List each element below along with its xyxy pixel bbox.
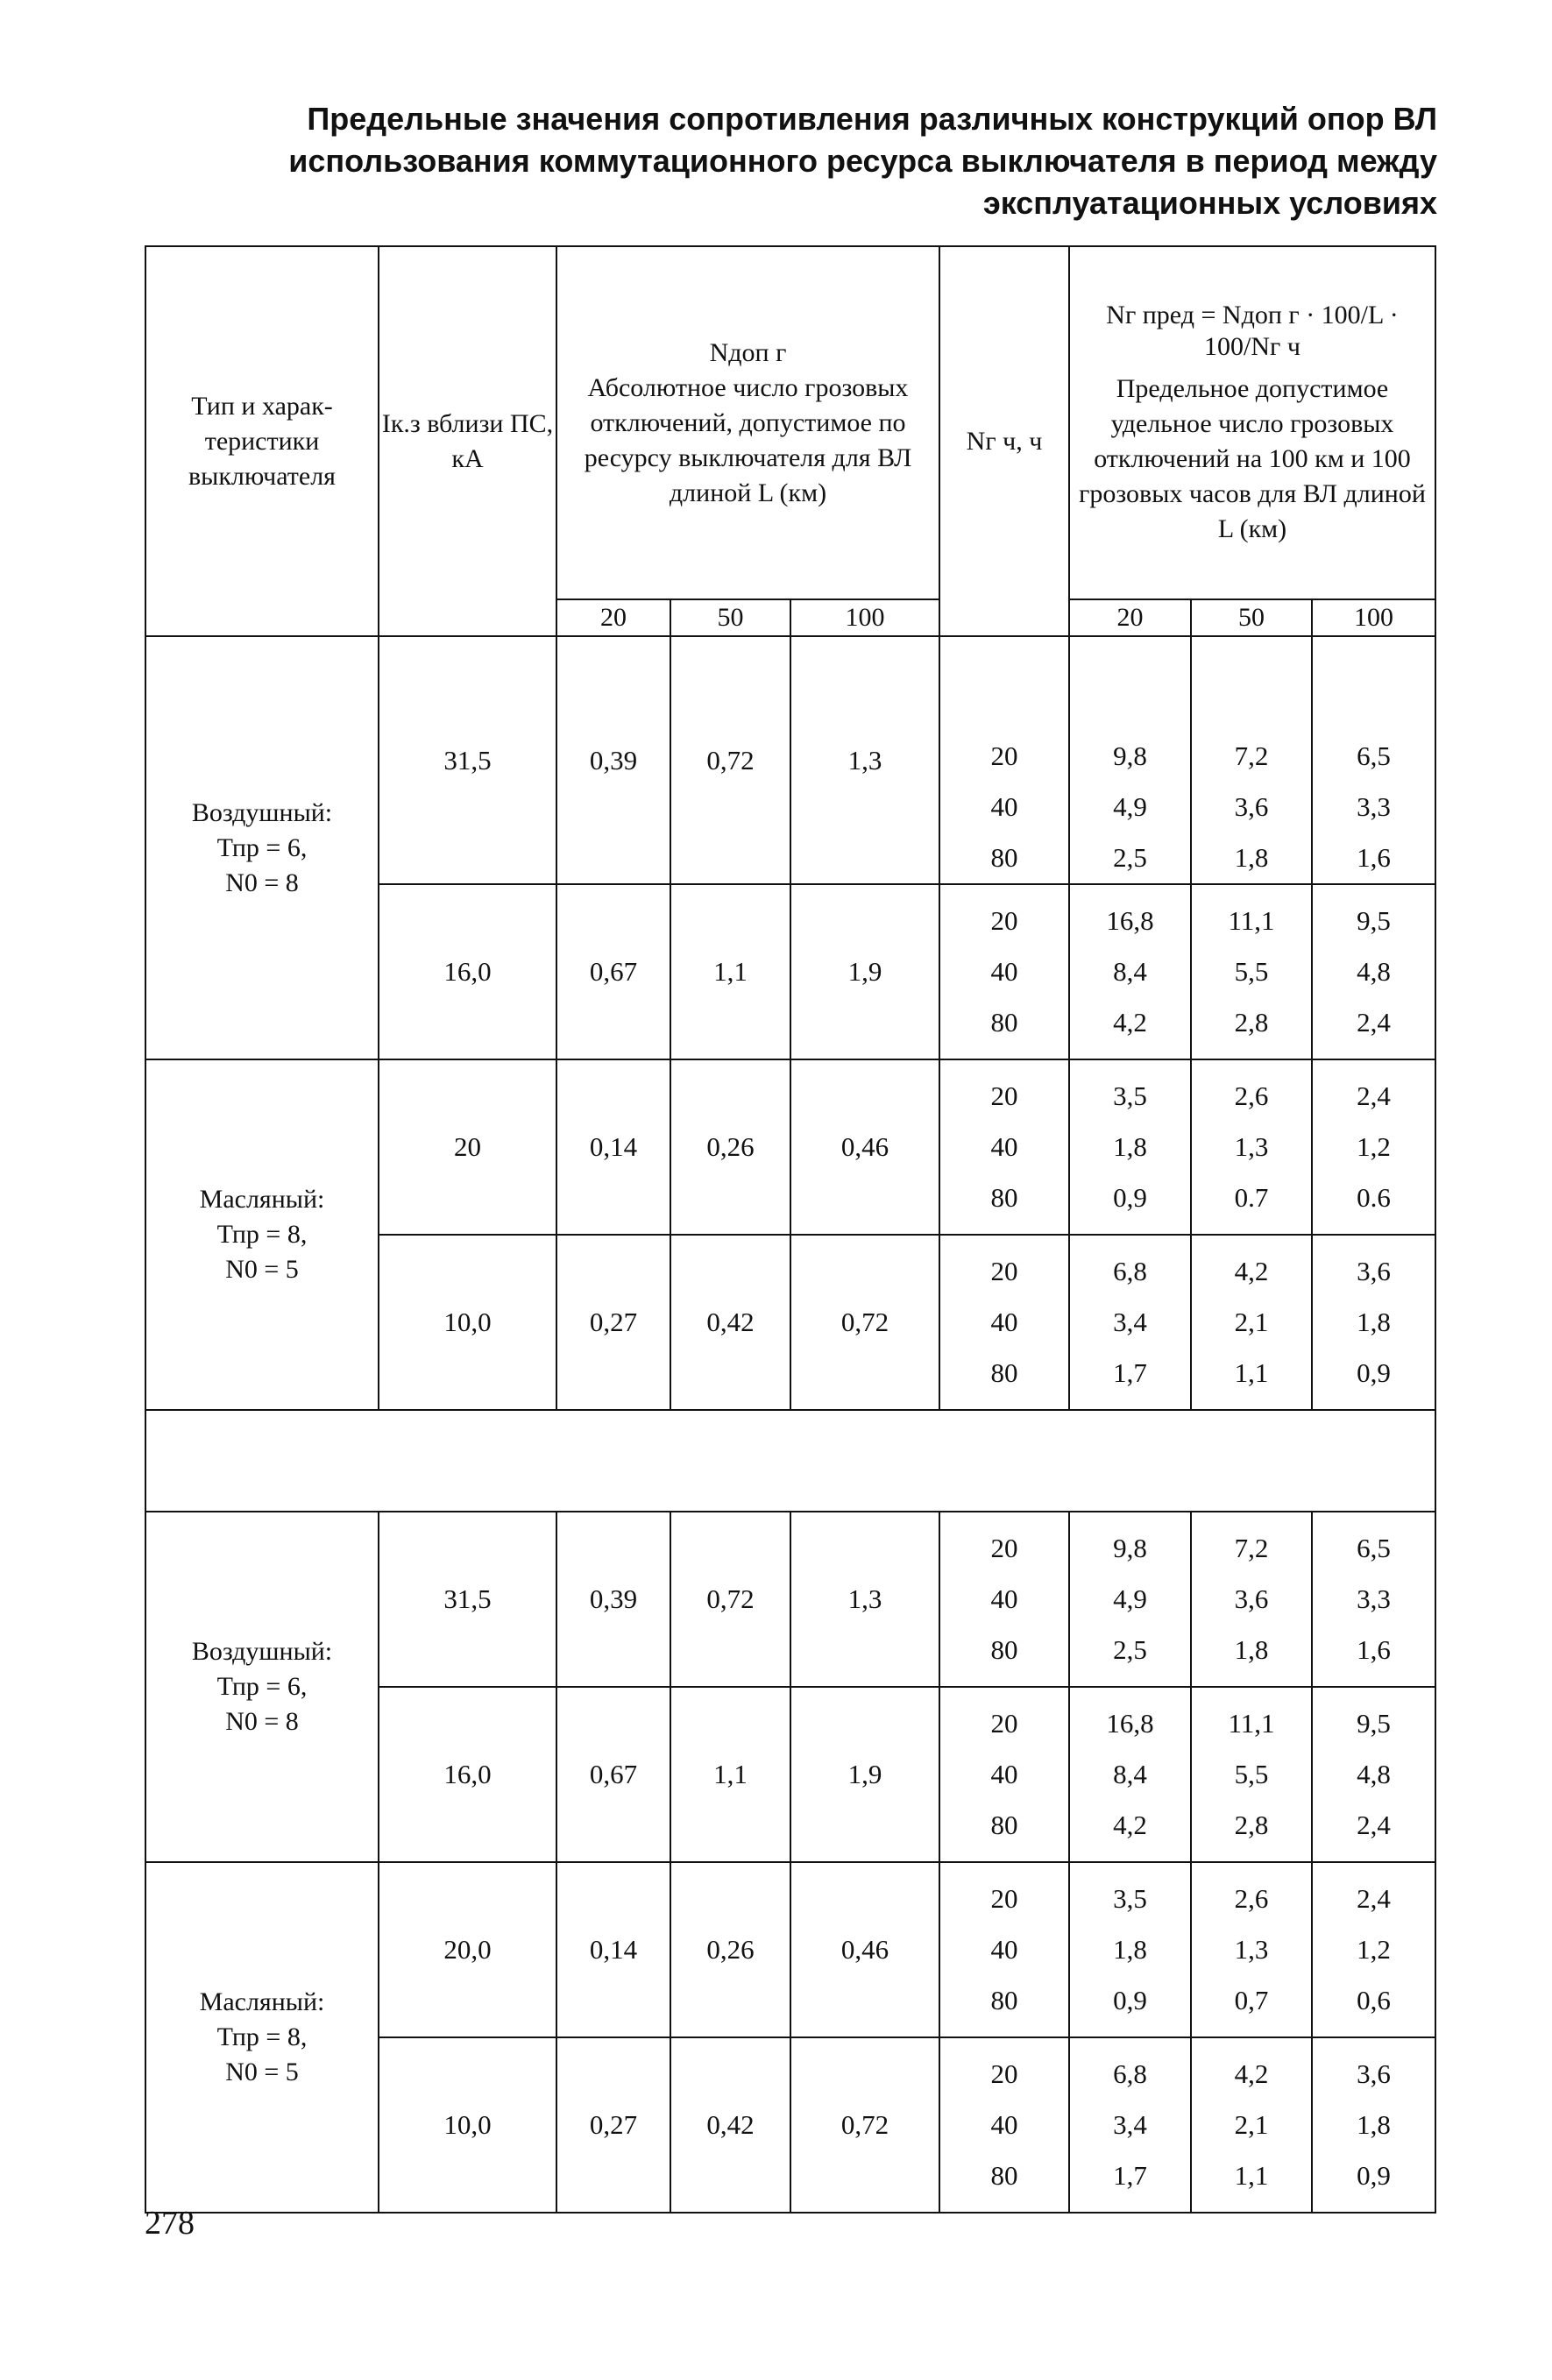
ngch-value-1: 40: [990, 956, 1018, 987]
npred-value-2: 2,5: [1113, 1634, 1147, 1665]
npred-value-2: 2,8: [1234, 1810, 1269, 1840]
npred-value-2: 0,6: [1357, 1985, 1391, 2015]
ndop-cell: 0,72: [790, 1235, 939, 1410]
breaker-type-cell: [145, 1512, 379, 1862]
ngch-value-2: 80: [990, 1182, 1018, 1213]
npred-cell: [1191, 1862, 1312, 2037]
ngch-value-0: 20: [990, 1883, 1018, 1914]
breaker-type-line: Масляный:: [199, 1185, 325, 1214]
npred-cell: [1312, 1862, 1435, 2037]
ndop-cell: 0,67: [556, 1687, 670, 1862]
breaker-type-line: Воздушный:: [191, 1637, 333, 1666]
npred-value-1: 1,8: [1113, 1934, 1147, 1965]
separator-cell: [145, 1410, 1435, 1512]
npred-value-1: 3,3: [1357, 1583, 1391, 1614]
npred-value-0: 6,8: [1113, 1256, 1147, 1286]
ndop-cell: 1,1: [670, 884, 790, 1059]
ngch-cell: [939, 884, 1069, 1059]
npred-value-2: 0,9: [1357, 2160, 1391, 2191]
caption-line-1: Предельные значения сопротивления различных конструкций опор ВЛ: [307, 101, 1437, 137]
npred-value-2: 1,1: [1234, 2160, 1269, 2191]
ndop-cell: 1,3: [790, 1512, 939, 1687]
npred-value-2: 2,8: [1234, 1007, 1269, 1038]
header-ndop-desc: Абсолютное число грозовых отключений, допустимое по ресурсу выключателя для ВЛ длиной L (км): [584, 372, 912, 507]
npred-cell: [1191, 1235, 1312, 1410]
npred-value-0: 2,6: [1234, 1883, 1269, 1914]
breaker-type-line: Воздушный:: [191, 797, 333, 827]
ndop-cell: 0,39: [556, 1512, 670, 1687]
ik-cell: 31,5: [379, 1512, 556, 1687]
ngch-value-0: 20: [990, 1256, 1018, 1286]
ndop-length-100: 100: [790, 599, 939, 636]
breaker-type-line: Масляный:: [199, 1987, 325, 2016]
separator-row: [145, 1410, 1435, 1512]
table-row: [145, 1862, 1435, 2037]
npred-value-0: 9,8: [1113, 1533, 1147, 1563]
npred-value-0: 16,8: [1106, 1708, 1154, 1739]
header-type: Тип и харак-теристики выключателя: [145, 246, 379, 636]
ngch-value-0: 20: [990, 2058, 1018, 2089]
ndop-cell: 0,39: [556, 636, 670, 884]
npred-cell: [1191, 636, 1312, 884]
npred-value-0: 16,8: [1106, 905, 1154, 936]
data-table: [145, 245, 1436, 2214]
ngch-value-2: 80: [990, 2160, 1018, 2191]
ik-cell: 16,0: [379, 1687, 556, 1862]
ngch-cell: [939, 1862, 1069, 2037]
ndop-cell: 0,72: [790, 2037, 939, 2213]
npred-value-1: 8,4: [1113, 1759, 1147, 1789]
ndop-cell: 0,42: [670, 2037, 790, 2213]
header-ndop-symbol: Nдоп г: [709, 337, 787, 367]
ngch-value-1: 40: [990, 1307, 1018, 1337]
header-ngch: Nг ч, ч: [939, 246, 1069, 636]
npred-value-1: 8,4: [1113, 956, 1147, 987]
ngch-value-0: 20: [990, 740, 1018, 771]
ik-cell: 20: [379, 1059, 556, 1235]
npred-value-1: 4,9: [1113, 791, 1147, 822]
ndop-cell: 0,14: [556, 1862, 670, 2037]
npred-value-1: 3,6: [1234, 791, 1269, 822]
breaker-type-line: N0 = 8: [225, 1707, 299, 1736]
ndop-length-50: 50: [670, 599, 790, 636]
npred-value-0: 2,4: [1357, 1883, 1391, 1914]
npred-cell: [1191, 1512, 1312, 1687]
ik-cell: 10,0: [379, 1235, 556, 1410]
header-npred: [1069, 246, 1435, 599]
ngch-value-2: 80: [990, 1810, 1018, 1840]
npred-cell: [1191, 884, 1312, 1059]
npred-value-1: 1,3: [1234, 1131, 1269, 1162]
npred-value-2: 0.6: [1357, 1182, 1391, 1213]
npred-value-1: 4,8: [1357, 956, 1391, 987]
npred-value-0: 3,5: [1113, 1080, 1147, 1111]
npred-length-50: 50: [1191, 599, 1312, 636]
npred-cell: [1069, 1512, 1191, 1687]
breaker-type-cell: [145, 636, 379, 1059]
npred-value-0: 11,1: [1228, 1708, 1275, 1739]
table-row: [145, 1059, 1435, 1235]
npred-value-2: 4,2: [1113, 1007, 1147, 1038]
npred-cell: [1312, 1512, 1435, 1687]
ndop-cell: 0,46: [790, 1059, 939, 1235]
ngch-value-2: 80: [990, 1357, 1018, 1388]
npred-value-1: 1,8: [1357, 2109, 1391, 2140]
breaker-type-line: Тпр = 6,: [216, 832, 308, 862]
ngch-value-1: 40: [990, 1583, 1018, 1614]
npred-value-0: 9,5: [1357, 1708, 1391, 1739]
npred-value-0: 3,6: [1357, 2058, 1391, 2089]
npred-value-2: 1,1: [1234, 1357, 1269, 1388]
breaker-type-cell: [145, 1862, 379, 2213]
npred-cell: [1069, 2037, 1191, 2213]
npred-value-2: 0,9: [1113, 1182, 1147, 1213]
header-ndop: [556, 246, 939, 599]
npred-cell: [1312, 636, 1435, 884]
ndop-cell: 0,46: [790, 1862, 939, 2037]
ndop-cell: 0,72: [670, 636, 790, 884]
npred-value-1: 1,2: [1357, 1131, 1391, 1162]
ngch-cell: [939, 1059, 1069, 1235]
npred-cell: [1312, 1059, 1435, 1235]
npred-cell: [1069, 636, 1191, 884]
npred-cell: [1069, 884, 1191, 1059]
caption-line-2: использования коммутационного ресурса выключателя в период между: [288, 143, 1437, 179]
npred-value-0: 11,1: [1228, 905, 1275, 936]
ngch-value-2: 80: [990, 1985, 1018, 2015]
breaker-type-line: N0 = 8: [225, 868, 299, 897]
ndop-length-20: 20: [556, 599, 670, 636]
npred-value-2: 2,4: [1357, 1810, 1391, 1840]
page-number: 278: [145, 2205, 195, 2242]
ndop-cell: 1,9: [790, 884, 939, 1059]
npred-value-0: 9,5: [1357, 905, 1391, 936]
npred-value-2: 2,4: [1357, 1007, 1391, 1038]
npred-length-100: 100: [1312, 599, 1435, 636]
ndop-cell: 0,42: [670, 1235, 790, 1410]
npred-cell: [1312, 2037, 1435, 2213]
npred-value-0: 3,6: [1357, 1256, 1391, 1286]
npred-value-2: 0,9: [1357, 1357, 1391, 1388]
npred-value-1: 3,3: [1357, 791, 1391, 822]
npred-value-1: 1,2: [1357, 1934, 1391, 1965]
ik-cell: 16,0: [379, 884, 556, 1059]
npred-value-1: 2,1: [1234, 2109, 1269, 2140]
npred-cell: [1069, 1235, 1191, 1410]
npred-value-2: 2,5: [1113, 842, 1147, 873]
npred-value-1: 3,6: [1234, 1583, 1269, 1614]
ik-cell: 31,5: [379, 636, 556, 884]
ngch-cell: [939, 2037, 1069, 2213]
ngch-value-0: 20: [990, 1708, 1018, 1739]
npred-value-0: 2,4: [1357, 1080, 1391, 1111]
npred-value-0: 3,5: [1113, 1883, 1147, 1914]
breaker-type-line: N0 = 5: [225, 1255, 299, 1284]
npred-value-0: 6,5: [1357, 740, 1391, 771]
npred-value-1: 4,9: [1113, 1583, 1147, 1614]
npred-cell: [1312, 1687, 1435, 1862]
ngch-value-1: 40: [990, 1934, 1018, 1965]
ngch-value-1: 40: [990, 791, 1018, 822]
npred-value-2: 1,7: [1113, 2160, 1147, 2191]
npred-cell: [1191, 2037, 1312, 2213]
breaker-type-line: Тпр = 8,: [216, 1220, 308, 1249]
npred-value-1: 2,1: [1234, 1307, 1269, 1337]
npred-cell: [1069, 1059, 1191, 1235]
ndop-cell: 0,67: [556, 884, 670, 1059]
npred-value-1: 1,8: [1113, 1131, 1147, 1162]
ik-cell: 10,0: [379, 2037, 556, 2213]
npred-cell: [1312, 884, 1435, 1059]
npred-value-0: 7,2: [1234, 740, 1269, 771]
ndop-cell: 0,27: [556, 2037, 670, 2213]
ngch-value-1: 40: [990, 2109, 1018, 2140]
ngch-value-1: 40: [990, 1131, 1018, 1162]
npred-value-2: 1,7: [1113, 1357, 1147, 1388]
npred-cell: [1191, 1059, 1312, 1235]
npred-value-1: 3,4: [1113, 2109, 1147, 2140]
ndop-cell: 1,9: [790, 1687, 939, 1862]
npred-value-0: 9,8: [1113, 740, 1147, 771]
npred-cell: [1191, 1687, 1312, 1862]
ngch-value-0: 20: [990, 905, 1018, 936]
npred-value-1: 1,8: [1357, 1307, 1391, 1337]
npred-value-1: 5,5: [1234, 956, 1269, 987]
npred-value-1: 4,8: [1357, 1759, 1391, 1789]
ndop-cell: 0,26: [670, 1862, 790, 2037]
npred-cell: [1312, 1235, 1435, 1410]
ngch-value-2: 80: [990, 842, 1018, 873]
npred-value-0: 2,6: [1234, 1080, 1269, 1111]
ngch-cell: [939, 1687, 1069, 1862]
npred-cell: [1069, 1687, 1191, 1862]
npred-value-1: 3,4: [1113, 1307, 1147, 1337]
npred-value-0: 6,5: [1357, 1533, 1391, 1563]
table-row: [145, 1512, 1435, 1687]
npred-value-2: 1,8: [1234, 842, 1269, 873]
header-ik: Iк.з вблизи ПС, кА: [379, 246, 556, 636]
breaker-type-cell: [145, 1059, 379, 1410]
ngch-value-0: 20: [990, 1533, 1018, 1563]
npred-value-2: 1,8: [1234, 1634, 1269, 1665]
ndop-cell: 0,26: [670, 1059, 790, 1235]
npred-value-1: 1,3: [1234, 1934, 1269, 1965]
npred-value-2: 4,2: [1113, 1810, 1147, 1840]
breaker-type-line: Тпр = 8,: [216, 2022, 308, 2051]
npred-value-2: 1,6: [1357, 842, 1391, 873]
npred-value-2: 0,9: [1113, 1985, 1147, 2015]
ik-cell: 20,0: [379, 1862, 556, 2037]
ngch-value-0: 20: [990, 1080, 1018, 1111]
breaker-type-line: Тпр = 6,: [216, 1672, 308, 1701]
npred-length-20: 20: [1069, 599, 1191, 636]
ngch-value-1: 40: [990, 1759, 1018, 1789]
ndop-cell: 0,14: [556, 1059, 670, 1235]
npred-value-0: 4,2: [1234, 2058, 1269, 2089]
ngch-cell: [939, 636, 1069, 884]
npred-value-2: 0,7: [1234, 1985, 1269, 2015]
npred-cell: [1069, 1862, 1191, 2037]
breaker-type-line: N0 = 5: [225, 2058, 299, 2086]
ngch-cell: [939, 1235, 1069, 1410]
table-caption: [237, 98, 1437, 224]
ngch-value-2: 80: [990, 1007, 1018, 1038]
ndop-cell: 1,1: [670, 1687, 790, 1862]
ngch-value-2: 80: [990, 1634, 1018, 1665]
npred-value-0: 7,2: [1234, 1533, 1269, 1563]
npred-value-1: 5,5: [1234, 1759, 1269, 1789]
ndop-cell: 0,72: [670, 1512, 790, 1687]
ndop-cell: 0,27: [556, 1235, 670, 1410]
npred-value-0: 4,2: [1234, 1256, 1269, 1286]
npred-value-2: 0.7: [1234, 1182, 1269, 1213]
header-npred-desc: Предельное допустимое удельное число грозовых отключений на 100 км и 100 грозовых часов для ВЛ длиной L (км): [1079, 373, 1426, 543]
ngch-cell: [939, 1512, 1069, 1687]
ndop-cell: 1,3: [790, 636, 939, 884]
npred-value-2: 1,6: [1357, 1634, 1391, 1665]
npred-value-0: 6,8: [1113, 2058, 1147, 2089]
caption-line-3: эксплуатационных условиях: [982, 185, 1437, 221]
header-formula: Nг пред = Nдоп г · 100/L · 100/Nг ч: [1106, 300, 1399, 361]
table-row: [145, 636, 1435, 884]
